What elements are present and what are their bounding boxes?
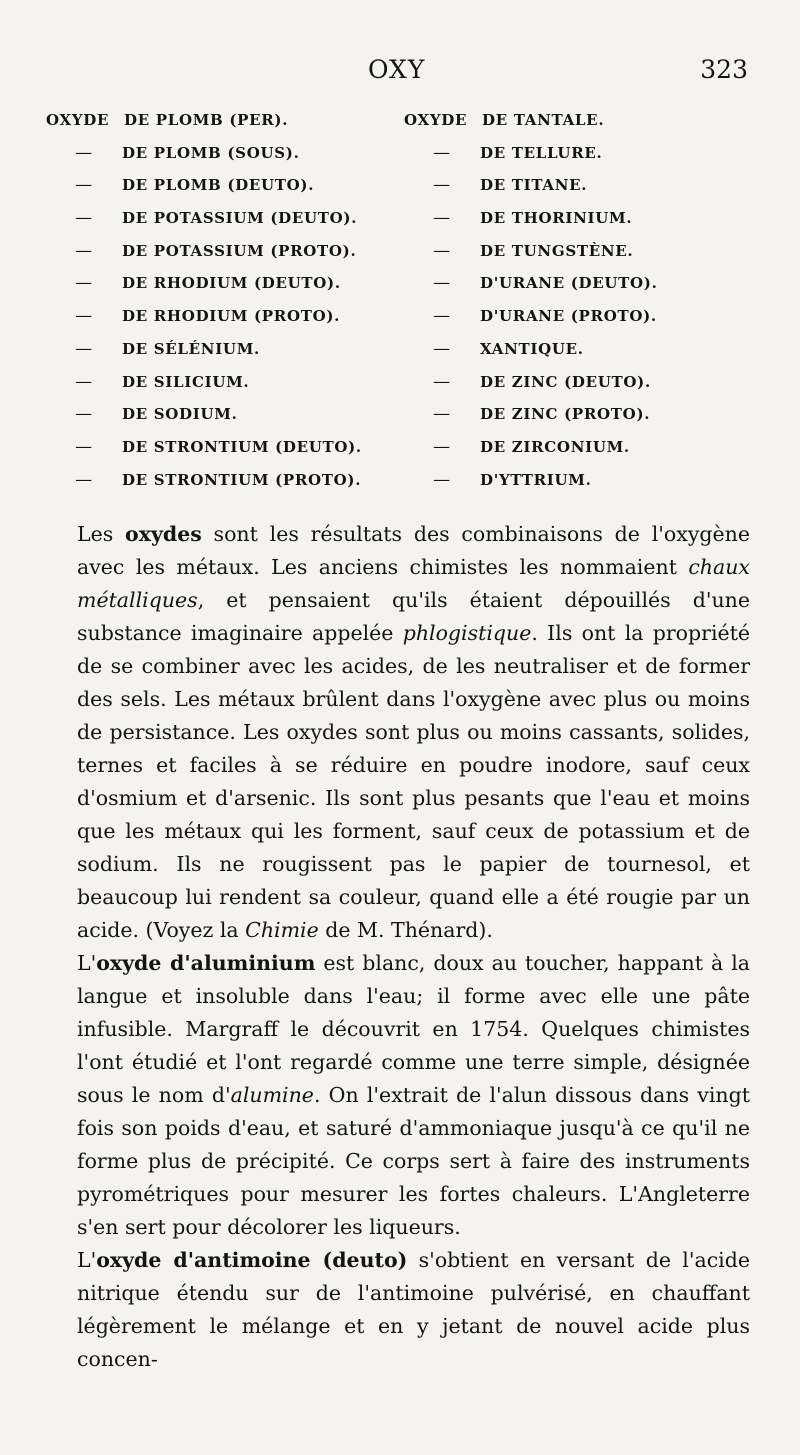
list-item-text: DE TITANE. — [480, 176, 588, 195]
list-item-text: DE TELLURE. — [480, 143, 603, 162]
text-run: Les — [77, 522, 126, 546]
list-item — [404, 300, 754, 333]
list-item-dash: — — [75, 338, 93, 359]
term-oxyde-aluminium: oxyde d'aluminium — [96, 951, 316, 975]
oxide-list-left-column — [46, 104, 416, 496]
list-item-text: DE PLOMB (DEUTO). — [122, 176, 315, 195]
term-alumine: alumine — [230, 1083, 314, 1107]
list-item-text: DE PLOMB (SOUS). — [122, 143, 300, 162]
text-run: de M. Thénard). — [318, 918, 493, 942]
list-item-text: DE ZIRCONIUM. — [480, 437, 630, 456]
list-item — [404, 398, 754, 431]
text-run: L' — [77, 1248, 97, 1272]
list-item-text: DE TUNGSTÈNE. — [480, 241, 634, 260]
list-item-dash: — — [75, 142, 93, 163]
paragraph-oxyde-antimoine — [77, 1244, 750, 1376]
term-oxyde-antimoine: oxyde d'antimoine (deuto) — [96, 1248, 408, 1272]
text-run: L' — [77, 951, 97, 975]
list-item — [46, 300, 416, 333]
list-item-text: DE SILICIUM. — [122, 372, 250, 391]
list-item — [46, 137, 416, 170]
text-run: , et pensaient qu'ils étaient dépouillés d'une substance imaginaire appelée — [77, 588, 750, 645]
list-item-dash: — — [433, 273, 451, 294]
text-run: s'obtient en versant de l'acide nitrique étendu sur de l'antimoine pulvérisé, en chauffant légèrement le mélange et en y jetant de nouvel acide plus concen- — [77, 1248, 750, 1371]
list-item — [46, 464, 416, 497]
list-item-text: D'URANE (DEUTO). — [480, 274, 658, 293]
list-item-text: DE SODIUM. — [122, 405, 238, 424]
list-item-lead: OXYDE — [46, 111, 110, 129]
body-text — [77, 518, 750, 1376]
list-item — [404, 267, 754, 300]
page-number: 323 — [700, 55, 748, 84]
list-item-text: D'YTTRIUM. — [480, 470, 592, 489]
list-item — [46, 431, 416, 464]
list-item — [404, 235, 754, 268]
list-item-dash: — — [433, 142, 451, 163]
list-item — [404, 431, 754, 464]
term-phlogistique: phlogistique — [402, 621, 532, 645]
list-item — [46, 366, 416, 399]
text-run: . Ils ont la propriété de se combiner avec les acides, de les neutraliser et de former des sels. Les métaux brûlent dans l'oxygène avec plus ou moins de persistance. Les oxydes sont plus ou moins cassants, solides, ternes et faciles à se réduire en poudre inodore, sauf ceux d'osmium et d'arsenic. Ils sont plus pesants que l'eau et moins que les métaux qui les forment, sauf ceux de potassium et de sodium. Ils ne rougissent pas le papier de tournesol, et beaucoup lui rendent sa couleur, quand elle a été rougie par un acide. (Voyez la — [77, 621, 750, 942]
list-item-dash: — — [433, 208, 451, 229]
list-item-dash: — — [433, 371, 451, 392]
list-item-dash: — — [433, 338, 451, 359]
list-item-dash: — — [75, 273, 93, 294]
term-chimie: Chimie — [245, 918, 319, 942]
paragraph-oxyde-aluminium — [77, 947, 750, 1244]
list-item-dash: — — [433, 469, 451, 490]
list-item — [404, 202, 754, 235]
text-run: . On l'extrait de l'alun dissous dans vingt fois son poids d'eau, et saturé d'ammoniaque jusqu'à ce qu'il ne forme plus de précipité. Ce corps sert à faire des instruments pyrométriques pour mesurer les fortes chaleurs. L'Angleterre s'en sert pour décolorer les liqueurs. — [77, 1083, 750, 1239]
term-chaux-metalliques: chaux métalliques — [77, 555, 750, 612]
paragraph-oxydes — [77, 518, 750, 947]
list-item-text: DE SÉLÉNIUM. — [122, 339, 260, 358]
list-item-dash: — — [75, 306, 93, 327]
list-item — [46, 398, 416, 431]
list-item-dash: — — [433, 404, 451, 425]
text-run: est blanc, doux au toucher, happant à la langue et insoluble dans l'eau; il forme avec elle une pâte infusible. Margraff le découvrit en 1754. Quelques chimistes l'ont étudié et l'ont regardé comme une terre simple, désignée sous le nom d' — [77, 951, 750, 1107]
list-item-text: D'URANE (PROTO). — [480, 307, 657, 326]
list-item-dash: — — [75, 469, 93, 490]
list-item-text: DE RHODIUM (PROTO). — [122, 307, 341, 326]
list-item — [46, 333, 416, 366]
list-item — [404, 333, 754, 366]
list-item-lead: OXYDE — [404, 111, 468, 129]
oxide-list-right-column — [404, 104, 754, 496]
list-item — [46, 235, 416, 268]
list-item-dash: — — [433, 175, 451, 196]
list-item-text: DE POTASSIUM (DEUTO). — [122, 209, 358, 228]
list-item — [404, 137, 754, 170]
list-item-text: XANTIQUE. — [480, 339, 584, 358]
list-item — [46, 104, 416, 137]
list-item — [404, 104, 754, 137]
list-item — [404, 464, 754, 497]
list-item-dash: — — [75, 436, 93, 457]
oxide-list — [46, 104, 751, 494]
list-item — [404, 366, 754, 399]
list-item-dash: — — [75, 371, 93, 392]
list-item-text: DE STRONTIUM (DEUTO). — [122, 437, 362, 456]
list-item-text: DE THORINIUM. — [480, 209, 633, 228]
text-run: sont les résultats des combinaisons de l'oxygène avec les métaux. Les anciens chimistes les nommaient — [77, 522, 750, 579]
term-oxydes: oxydes — [125, 522, 202, 546]
list-item-text: DE RHODIUM (DEUTO). — [122, 274, 341, 293]
list-item — [46, 202, 416, 235]
list-item-text: DE PLOMB (PER). — [124, 111, 289, 129]
list-item-dash: — — [433, 240, 451, 261]
list-item-text: DE ZINC (DEUTO). — [480, 372, 651, 391]
list-item-dash: — — [75, 240, 93, 261]
list-item — [46, 169, 416, 202]
list-item-dash: — — [433, 436, 451, 457]
list-item-text: DE POTASSIUM (PROTO). — [122, 241, 357, 260]
list-item-dash: — — [75, 208, 93, 229]
list-item-text: DE ZINC (PROTO). — [480, 405, 651, 424]
running-head — [0, 55, 800, 89]
running-head-title: OXY — [368, 55, 426, 84]
list-item-text: DE STRONTIUM (PROTO). — [122, 470, 362, 489]
list-item — [404, 169, 754, 202]
list-item-dash: — — [75, 404, 93, 425]
list-item-dash: — — [75, 175, 93, 196]
list-item — [46, 267, 416, 300]
list-item-text: DE TANTALE. — [482, 111, 605, 129]
list-item-dash: — — [433, 306, 451, 327]
